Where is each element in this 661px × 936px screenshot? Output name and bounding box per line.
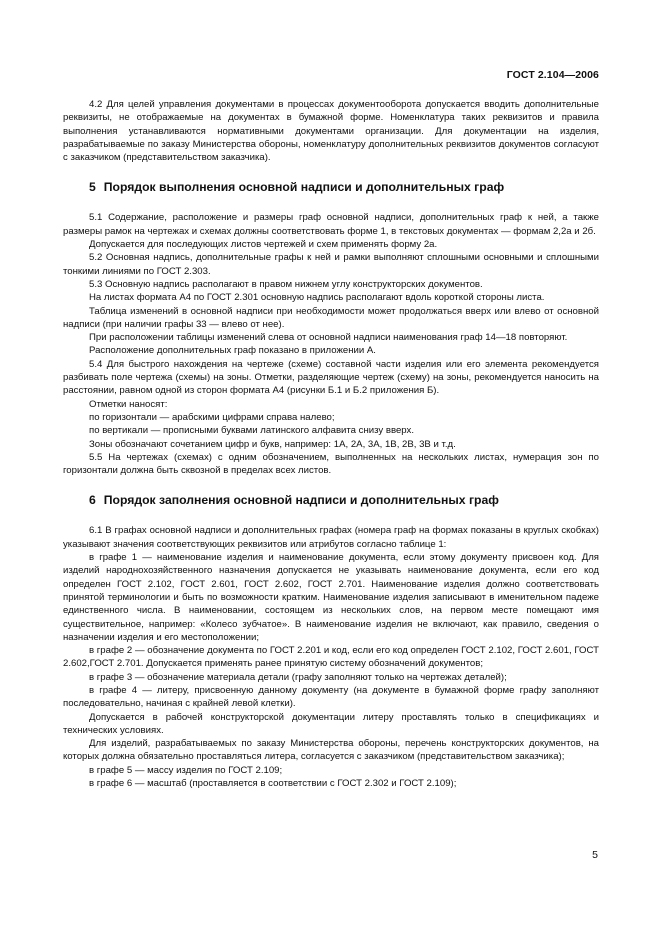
paragraph: Допускается для последующих листов чертежей и схем применять форму 2а. (89, 239, 438, 251)
paragraph: Расположение дополнительных граф показано в приложении А. (89, 345, 376, 357)
document-id-header: ГОСТ 2.104—2006 (506, 69, 599, 81)
paragraph: 5.1 Содержание, расположение и размеры граф основной надписи, дополнительных граф к ней, а также размеры рамок на чертежах и схемах должны соответствовать форме 1, в текстовых документах — формам 2,2а и 2б. (63, 212, 599, 237)
paragraph: 5.4 Для быстрого нахождения на чертеже (схеме) составной части изделия или его элемента рекомендуется разбивать поле чертежа (схемы) на зоны. Отметки, разделяющие чертеж (схему) на зоны, рекомендуется наносить на расстоянии, равном одной из сторон формата А4 (рисунки Б.1 и Б.2 приложения Б). (63, 358, 599, 397)
paragraph: Отметки наносят: (89, 398, 168, 410)
paragraph: Допускается в рабочей конструкторской документации литеру проставлять только в спецификациях и технических условиях. (63, 711, 599, 736)
paragraph: в графе 3 — обозначение материала детали (графу заполняют только на чертежах деталей); (89, 671, 507, 683)
paragraph: по вертикали — прописными буквами латинского алфавита снизу вверх. (89, 425, 415, 437)
section-heading (63, 493, 599, 508)
document-body (63, 98, 599, 790)
section-title: Порядок выполнения основной надписи и дополнительных граф (103, 180, 505, 195)
section-number: 5 (89, 180, 96, 195)
paragraph: 5.5 На чертежах (схемах) с одним обозначением, выполненных на нескольких листах, нумерация зон по горизонтали должна быть сквозной в пределах всех листов. (63, 451, 599, 477)
paragraph: Зоны обозначают сочетанием цифр и букв, например: 1А, 2А, 3А, 1В, 2В, 3В и т.д. (89, 438, 456, 450)
paragraph: На листах формата А4 по ГОСТ 2.301 основную надпись располагают вдоль короткой стороны листа. (89, 292, 545, 304)
paragraph: 6.1 В графах основной надписи и дополнительных графах (номера граф на формах показаны в круглых скобках) указывают значения соответствующих реквизитов или атрибутов согласно таблице 1: (63, 525, 599, 550)
section-heading (63, 180, 599, 195)
paragraph: 5.3 Основную надпись располагают в правом нижнем углу конструкторских документов. (89, 278, 483, 290)
page-number: 5 (592, 849, 598, 861)
paragraph: в графе 5 — массу изделия по ГОСТ 2.109; (89, 764, 283, 776)
paragraph: в графе 1 — наименование изделия и наименование документа, если этому документу присвоен код. Для изделий народнохозяйственного назначения допускается не указывать наименование документа, если его код определен ГОСТ 2.102, ГОСТ 2.601, ГОСТ 2.602, ГОСТ 2.701. Наименование изделия должно соответствовать принятой терминологии и быть по возможности кратким. Наименование изделия записывают в именительном падеже единственного числа. В наименовании, состоящем из нескольких слов, на первом месте помещают имя существительное, например: «Колесо зубчатое». В наименование изделия не включают, как правило, сведения о назначении изделия и его местоположении; (63, 552, 599, 643)
paragraph: 4.2 Для целей управления документами в процессах документооборота допускается вводить дополнительные реквизиты, не отображаемые на документах в бумажной форме. Номенклатура таких реквизитов и правила выполнения устанавливаются нормативными документами организации. Для документации на изделия, разрабатываемые по заказу Министерства обороны, номенклатуру дополнительных реквизитов документов согласуют с заказчиком (представительством заказчика). (63, 99, 599, 164)
paragraph: в графе 4 — литеру, присвоенную данному документу (на документе в бумажной форме графу заполняют последовательно, начиная с крайней левой клетки). (63, 684, 599, 710)
paragraph: Для изделий, разрабатываемых по заказу Министерства обороны, перечень конструкторских документов, на которых должна обязательно проставляться литера, согласуется с заказчиком (представительством заказчика); (63, 738, 599, 763)
paragraph: Таблица изменений в основной надписи при необходимости может продолжаться вверх или влево от основной надписи (при наличии графы 33 — влево от нее). (63, 305, 599, 330)
paragraph: по горизонтали — арабскими цифрами справа налево; (89, 411, 335, 423)
paragraph: 5.2 Основная надпись, дополнительные графы к ней и рамки выполняют сплошными основными и сплошными тонкими линиями по ГОСТ 2.303. (63, 252, 599, 277)
paragraph: в графе 6 — масштаб (проставляется в соответствии с ГОСТ 2.302 и ГОСТ 2.109); (89, 778, 457, 790)
paragraph: При расположении таблицы изменений слева от основной надписи наименования граф 14—18 повторяют. (89, 332, 568, 344)
paragraph: в графе 2 — обозначение документа по ГОСТ 2.201 и код, если его код определен ГОСТ 2.102, ГОСТ 2.601, ГОСТ 2.602,ГОСТ 2.701. Допускается применять ранее принятую систему обозначений документов; (63, 645, 599, 670)
section-number: 6 (89, 493, 96, 508)
section-title: Порядок заполнения основной надписи и дополнительных граф (103, 493, 499, 508)
